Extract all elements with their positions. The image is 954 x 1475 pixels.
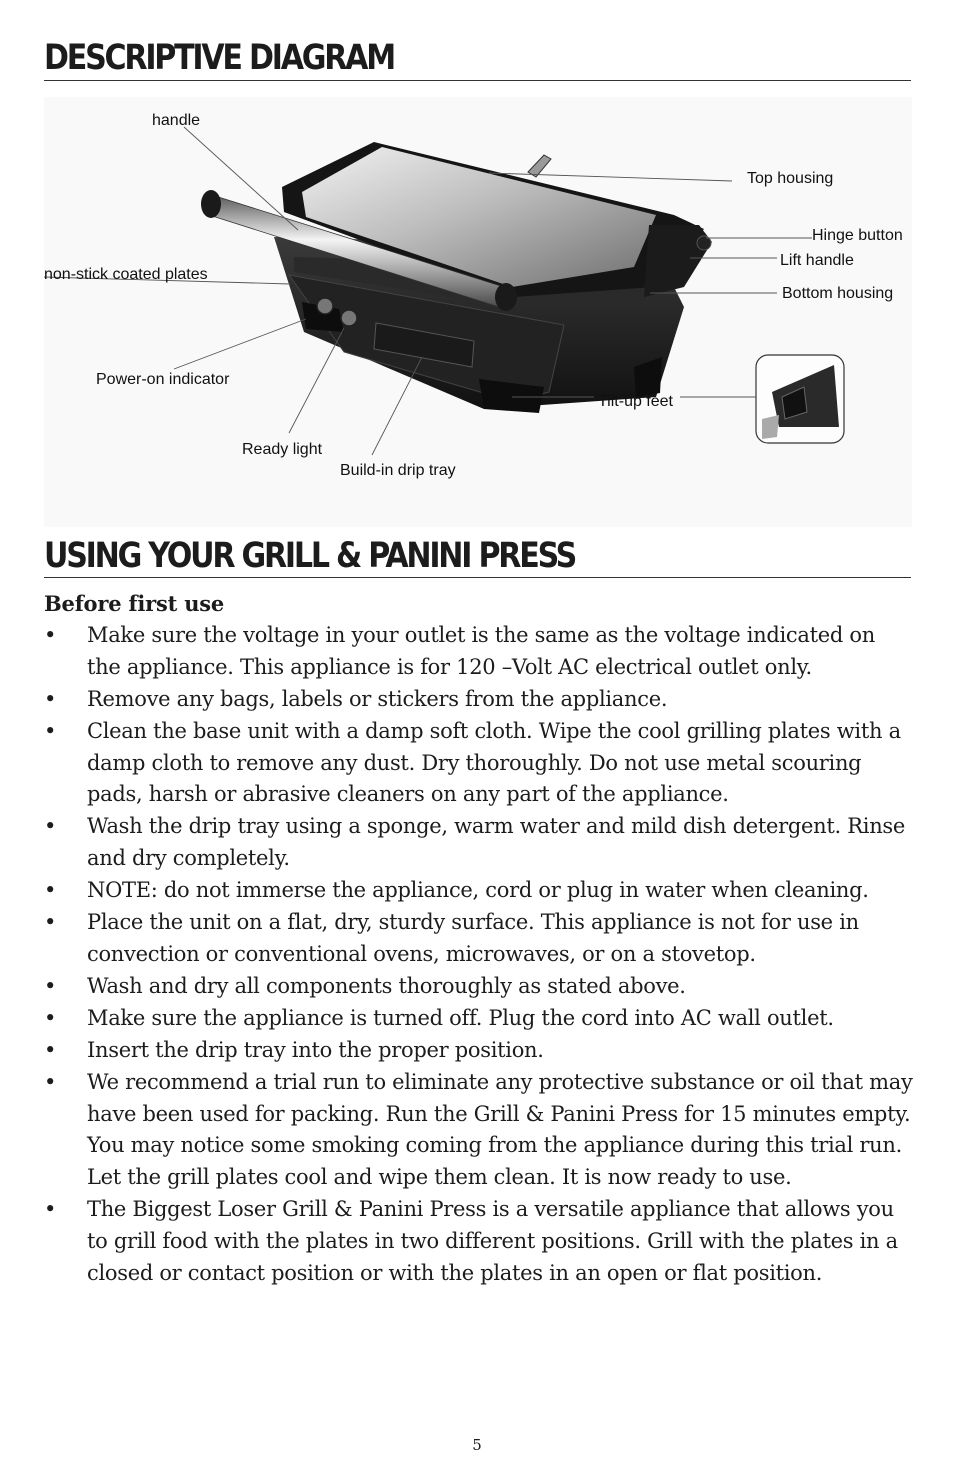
label-lift-handle: Lift handle bbox=[780, 252, 854, 269]
bullet-glyph: • bbox=[44, 686, 57, 711]
instruction-list bbox=[44, 620, 914, 1290]
bullet-glyph: • bbox=[44, 973, 57, 998]
list-item bbox=[44, 716, 914, 812]
label-hinge-button: Hinge button bbox=[812, 227, 903, 244]
list-item-text: Clean the base unit with a damp soft cloth. Wipe the cool grilling plates with a damp cloth to remove any dust. Dry thoroughly. Do not use metal scouring pads, harsh or abrasive cleaners on any part of the appliance. bbox=[87, 718, 901, 807]
bullet-glyph: • bbox=[44, 878, 57, 903]
descriptive-diagram bbox=[44, 97, 912, 527]
subheading-before-first-use: Before first use bbox=[44, 591, 225, 616]
label-bottom-housing: Bottom housing bbox=[782, 285, 894, 302]
label-ready-light: Ready light bbox=[242, 441, 323, 458]
list-item bbox=[44, 1003, 914, 1035]
list-item-text: We recommend a trial run to eliminate any protective substance or oil that may have been used for packing. Run the Grill & Panini Press for 15 minutes empty. You may notice some smoking coming from the appliance during this trial run. Let the grill plates cool and wipe them clean. It is now ready to use. bbox=[87, 1069, 913, 1190]
list-item-text: Wash the drip tray using a sponge, warm water and mild dish detergent. Rinse and dry completely. bbox=[87, 814, 906, 871]
list-item bbox=[44, 1035, 914, 1067]
tilt-feet-inset bbox=[756, 355, 844, 443]
list-item-text: The Biggest Loser Grill & Panini Press is a versatile appliance that allows you to grill food with the plates in two different positions. Grill with the plates in a closed or contact position or with the plates in an open or flat position. bbox=[87, 1197, 898, 1286]
label-tilt-up-feet: Tilt-up feet bbox=[598, 393, 673, 410]
label-power-on-indicator: Power-on indicator bbox=[96, 371, 230, 388]
label-top-housing: Top housing bbox=[747, 170, 834, 187]
list-item bbox=[44, 811, 914, 875]
list-item bbox=[44, 1194, 914, 1290]
list-item-text: Insert the drip tray into the proper position. bbox=[87, 1037, 544, 1062]
list-item-text: NOTE: do not immerse the appliance, cord or plug in water when cleaning. bbox=[87, 878, 869, 903]
bullet-glyph: • bbox=[44, 1005, 57, 1030]
list-item bbox=[44, 684, 914, 716]
bullet-glyph: • bbox=[44, 814, 57, 839]
bullet-glyph: • bbox=[44, 1197, 57, 1222]
title-rule bbox=[44, 577, 911, 578]
before-first-use-section bbox=[44, 588, 914, 1290]
diagram-svg bbox=[44, 97, 912, 527]
page-number: 5 bbox=[472, 1436, 482, 1454]
list-item bbox=[44, 1067, 914, 1195]
section-title-usage: USING YOUR GRILL & PANINI PRESS bbox=[44, 536, 576, 576]
bullet-glyph: • bbox=[44, 1037, 57, 1062]
title-rule bbox=[44, 80, 911, 81]
list-item bbox=[44, 971, 914, 1003]
bullet-glyph: • bbox=[44, 910, 57, 935]
list-item-text: Make sure the appliance is turned off. Plug the cord into AC wall outlet. bbox=[87, 1005, 834, 1030]
label-handle: handle bbox=[152, 112, 201, 129]
bullet-glyph: • bbox=[44, 622, 57, 647]
list-item-text: Remove any bags, labels or stickers from the appliance. bbox=[87, 686, 668, 711]
list-item-text: Wash and dry all components thoroughly as stated above. bbox=[87, 973, 686, 998]
list-item bbox=[44, 875, 914, 907]
list-item bbox=[44, 907, 914, 971]
list-item bbox=[44, 620, 914, 684]
bullet-glyph: • bbox=[44, 1069, 57, 1094]
list-item-text: Make sure the voltage in your outlet is the same as the voltage indicated on the appliance. This appliance is for 120 –Volt AC electrical outlet only. bbox=[87, 622, 875, 679]
label-non-stick-plates: non-stick coated plates bbox=[44, 266, 208, 283]
bullet-glyph: • bbox=[44, 718, 57, 743]
label-drip-tray: Build-in drip tray bbox=[340, 462, 456, 479]
section-title-diagram: DESCRIPTIVE DIAGRAM bbox=[44, 38, 394, 78]
list-item-text: Place the unit on a flat, dry, sturdy surface. This appliance is not for use in convection or conventional ovens, microwaves, or on a stovetop. bbox=[87, 910, 859, 966]
